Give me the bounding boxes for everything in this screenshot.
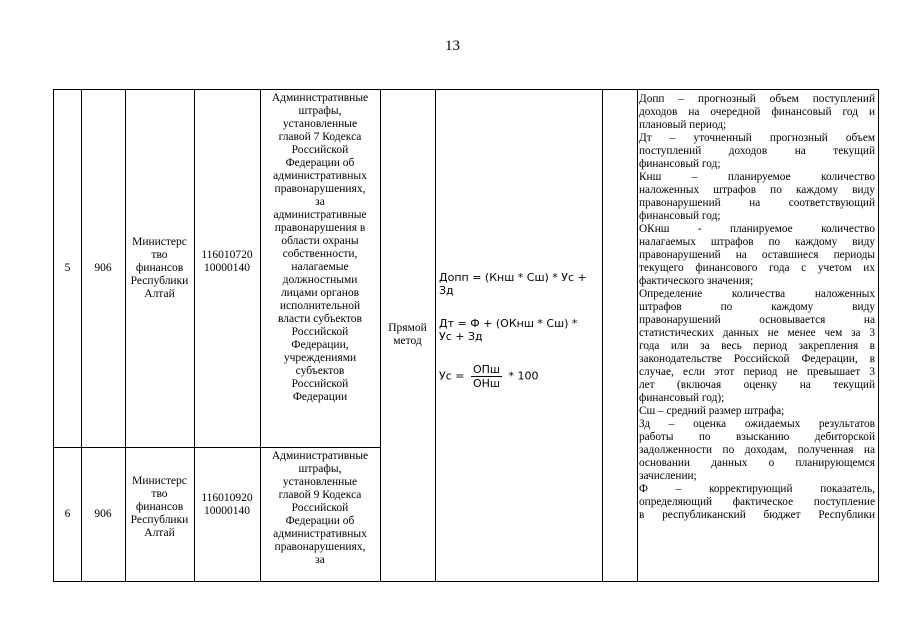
fraction: $\frac{\text{ОПш}}{\text{ОНш}}$ bbox=[472, 363, 500, 390]
explanation-line: финансовый год); bbox=[639, 392, 725, 404]
explanation-line: Допп – прогнозный объем поступлений bbox=[639, 93, 875, 105]
formula-current-year: Дт = Ф + (ОКнш * Сш) * Ус + Зд bbox=[439, 317, 578, 343]
admin-code: 906 bbox=[94, 508, 112, 520]
income-forecast-table bbox=[53, 89, 879, 582]
explanation-line: налагаемых штрафов по каждому виду bbox=[639, 236, 875, 248]
column-divider bbox=[435, 90, 436, 581]
explanation-line: ОКнш - планируемое количество bbox=[639, 223, 875, 235]
explanation-line: статистических данных не менее чем за 3 bbox=[639, 327, 875, 339]
explanation-line: основании данных о планирующемся bbox=[639, 457, 875, 469]
explanation-line: финансовый год; bbox=[639, 158, 721, 170]
explanation-line: Кнш – планируемое количество bbox=[639, 171, 875, 183]
income-type-description: Административные штрафы, установленные главой 9 Кодекса Российской Федерации об административных правонарушениях, за bbox=[271, 450, 369, 566]
calculation-method: Прямой метод bbox=[388, 322, 427, 347]
explanation-line: Сш – средний размер штрафа; bbox=[639, 405, 785, 417]
explanation-line: плановый период; bbox=[639, 119, 727, 131]
administrator-name: Министерс тво финансов Республики Алтай bbox=[130, 236, 189, 300]
income-type-description: Административные штрафы, установленные главой 7 Кодекса Российской Федерации об административных правонарушениях, за административные правонарушения в области охраны собственности, налагаемые должностными лицами органов исполнительной власти субъектов Российской Федерации, учреждениями субъектов Российской Федерации bbox=[271, 92, 369, 403]
budget-classification-code: 116010920 10000140 bbox=[201, 492, 253, 517]
explanation-line: работы по взысканию дебиторской bbox=[639, 431, 875, 443]
explanation-line: зачислении; bbox=[639, 470, 697, 482]
page-number: 13 bbox=[445, 38, 460, 54]
explanation-line: задолженности по доходам, полученная на bbox=[639, 444, 875, 456]
row-divider bbox=[54, 447, 380, 448]
explanation-line: правонарушений основывается на bbox=[639, 314, 875, 326]
explanation-line: определяющий фактическое поступление bbox=[639, 496, 875, 508]
explanation-line: правонарушений на оставшиеся периоды bbox=[639, 249, 875, 261]
admin-code: 906 bbox=[94, 262, 112, 274]
budget-classification-code: 116010720 10000140 bbox=[201, 249, 253, 274]
explanation-line: Ф – корректирующий показатель, bbox=[639, 483, 875, 495]
formula-correction-coefficient: Ус = $\frac{\text{ОПш}}{\text{ОНш}}$ * 100 bbox=[439, 363, 539, 390]
formula-forecast: Допп = (Кнш * Сш) * Ус + Зд bbox=[439, 271, 587, 297]
column-divider bbox=[637, 90, 638, 581]
row-number: 6 bbox=[64, 508, 71, 520]
formula-explanation bbox=[639, 93, 875, 522]
explanation-line: лет (включая оценку на текущий bbox=[639, 379, 875, 391]
row-number: 5 bbox=[64, 262, 71, 274]
explanation-line: фактического значения; bbox=[639, 275, 754, 287]
explanation-line: наложенных штрафов по каждому виду bbox=[639, 184, 875, 196]
explanation-line: текущего финансового года с учетом их bbox=[639, 262, 875, 274]
column-divider bbox=[602, 90, 603, 581]
explanation-line: финансовый год; bbox=[639, 210, 721, 222]
explanation-line: Зд – оценка ожидаемых результатов bbox=[639, 418, 875, 430]
explanation-line: случае, если этот период не превышает 3 bbox=[639, 366, 875, 378]
explanation-line: в республиканский бюджет Республики bbox=[639, 509, 875, 521]
explanation-line: Дт – уточненный прогнозный объем bbox=[639, 132, 875, 144]
explanation-line: доходов на очередной финансовый год и bbox=[639, 106, 875, 118]
explanation-line: поступлений доходов на текущий bbox=[639, 145, 875, 157]
administrator-name: Министерс тво финансов Республики Алтай bbox=[130, 475, 189, 539]
explanation-line: правонарушений на соответствующий bbox=[639, 197, 875, 209]
explanation-line: штрафов по каждому виду bbox=[639, 301, 875, 313]
explanation-line: Определение количества наложенных bbox=[639, 288, 875, 300]
explanation-line: законодательстве Российской Федерации, в bbox=[639, 353, 875, 365]
explanation-line: года или за весь период закрепления в bbox=[639, 340, 875, 352]
